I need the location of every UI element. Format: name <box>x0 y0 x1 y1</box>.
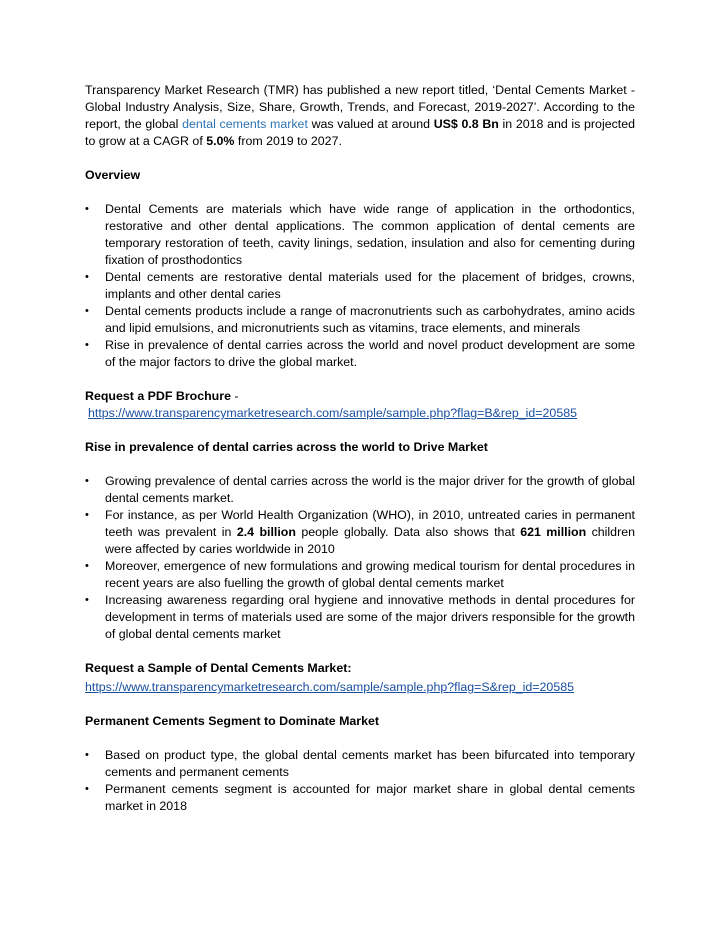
children-count: 621 million <box>520 525 587 539</box>
drivers-list <box>85 473 635 643</box>
market-value: US$ 0.8 Bn <box>433 117 499 131</box>
bullet-icon: • <box>85 475 89 487</box>
intro-text: Transparency Market Research (TMR) has published a new report titled, ‘Dental Cements Market - Global Industry Analysis, Size, Share, Growth, Trends, and Forecast, 2019-2027’. According to the report, the global <box>85 83 635 131</box>
dental-cements-market-link[interactable]: dental cements market <box>182 117 308 131</box>
document-page <box>85 82 635 815</box>
caries-count: 2.4 billion <box>236 525 296 539</box>
brochure-suffix: - <box>230 389 239 403</box>
list-item-text: Moreover, emergence of new formulations and growing medical tourism for dental procedures in recent years are also fuelling the growth of global dental cements market <box>105 559 635 590</box>
list-item-text: Growing prevalence of dental carries across the world is the major driver for the growth of global dental cements market. <box>105 474 635 505</box>
bullet-icon: • <box>85 749 89 761</box>
list-item <box>85 747 635 781</box>
bullet-icon: • <box>85 594 89 606</box>
bullet-icon: • <box>85 339 89 351</box>
list-item-text: For instance, as per World Health Organization (WHO), in 2010, untreated caries in permanent teeth was prevalent in <box>105 508 635 539</box>
intro-paragraph <box>85 82 635 150</box>
list-item <box>85 303 635 337</box>
cagr-value: 5.0% <box>206 134 235 148</box>
list-item-text: children were affected by caries worldwide in 2010 <box>105 525 635 556</box>
brochure-heading: Request a PDF Brochure <box>85 389 231 403</box>
bullet-icon: • <box>85 509 89 521</box>
permanent-list <box>85 747 635 815</box>
bullet-icon: • <box>85 305 89 317</box>
overview-heading: Overview <box>85 168 141 182</box>
list-item <box>85 507 635 558</box>
list-item <box>85 201 635 269</box>
list-item <box>85 473 635 507</box>
list-item <box>85 592 635 643</box>
sample-link[interactable]: https://www.transparencymarketresearch.com/sample/sample.php?flag=S&rep_id=20585 <box>85 680 575 694</box>
list-item-text: Dental cements are restorative dental materials used for the placement of bridges, crowns, implants and other dental caries <box>105 270 635 301</box>
brochure-link[interactable]: https://www.transparencymarketresearch.com/sample/sample.php?flag=B&rep_id=20585 <box>88 406 578 420</box>
list-item-text: Dental cements products include a range of macronutrients such as carbohydrates, amino acids and lipid emulsions, and micronutrients such as vitamins, trace elements, and minerals <box>105 304 635 335</box>
bullet-icon: • <box>85 560 89 572</box>
bullet-icon: • <box>85 271 89 283</box>
brochure-url-line <box>85 405 635 422</box>
section-heading-permanent: Permanent Cements Segment to Dominate Market <box>85 714 380 728</box>
bullet-icon: • <box>85 783 89 795</box>
list-item-text: Increasing awareness regarding oral hygiene and innovative methods in dental procedures for development in terms of materials used are some of the major drivers responsible for the growth of global dental cements market <box>105 593 635 641</box>
bullet-icon: • <box>85 203 89 215</box>
intro-text-2: was valued at around <box>307 117 434 131</box>
list-item-text: people globally. Data also shows that <box>295 525 521 539</box>
list-item-text: Permanent cements segment is accounted for major market share in global dental cements market in 2018 <box>105 782 635 813</box>
section-heading-drivers: Rise in prevalence of dental carries across the world to Drive Market <box>85 440 488 454</box>
list-item-text: Dental Cements are materials which have wide range of application in the orthodontics, restorative and other dental applications. The common application of dental cements are temporary restoration of teeth, cavity linings, sedation, insulation and also for cementing during fixation of prosthodontics <box>105 202 635 267</box>
intro-text-4: from 2019 to 2027. <box>234 134 342 148</box>
brochure-request <box>85 388 635 405</box>
list-item <box>85 781 635 815</box>
list-item <box>85 558 635 592</box>
list-item <box>85 269 635 303</box>
intro-text-3: in 2018 and is projected to grow at a CAGR of <box>85 117 636 148</box>
list-item-text: Based on product type, the global dental cements market has been bifurcated into temporary cements and permanent cements <box>105 748 635 779</box>
overview-list <box>85 201 635 371</box>
sample-url-line <box>85 679 635 696</box>
sample-heading: Request a Sample of Dental Cements Market: <box>85 661 352 675</box>
list-item-text: Rise in prevalence of dental carries across the world and novel product development are some of the major factors to drive the global market. <box>105 338 635 369</box>
list-item <box>85 337 635 371</box>
